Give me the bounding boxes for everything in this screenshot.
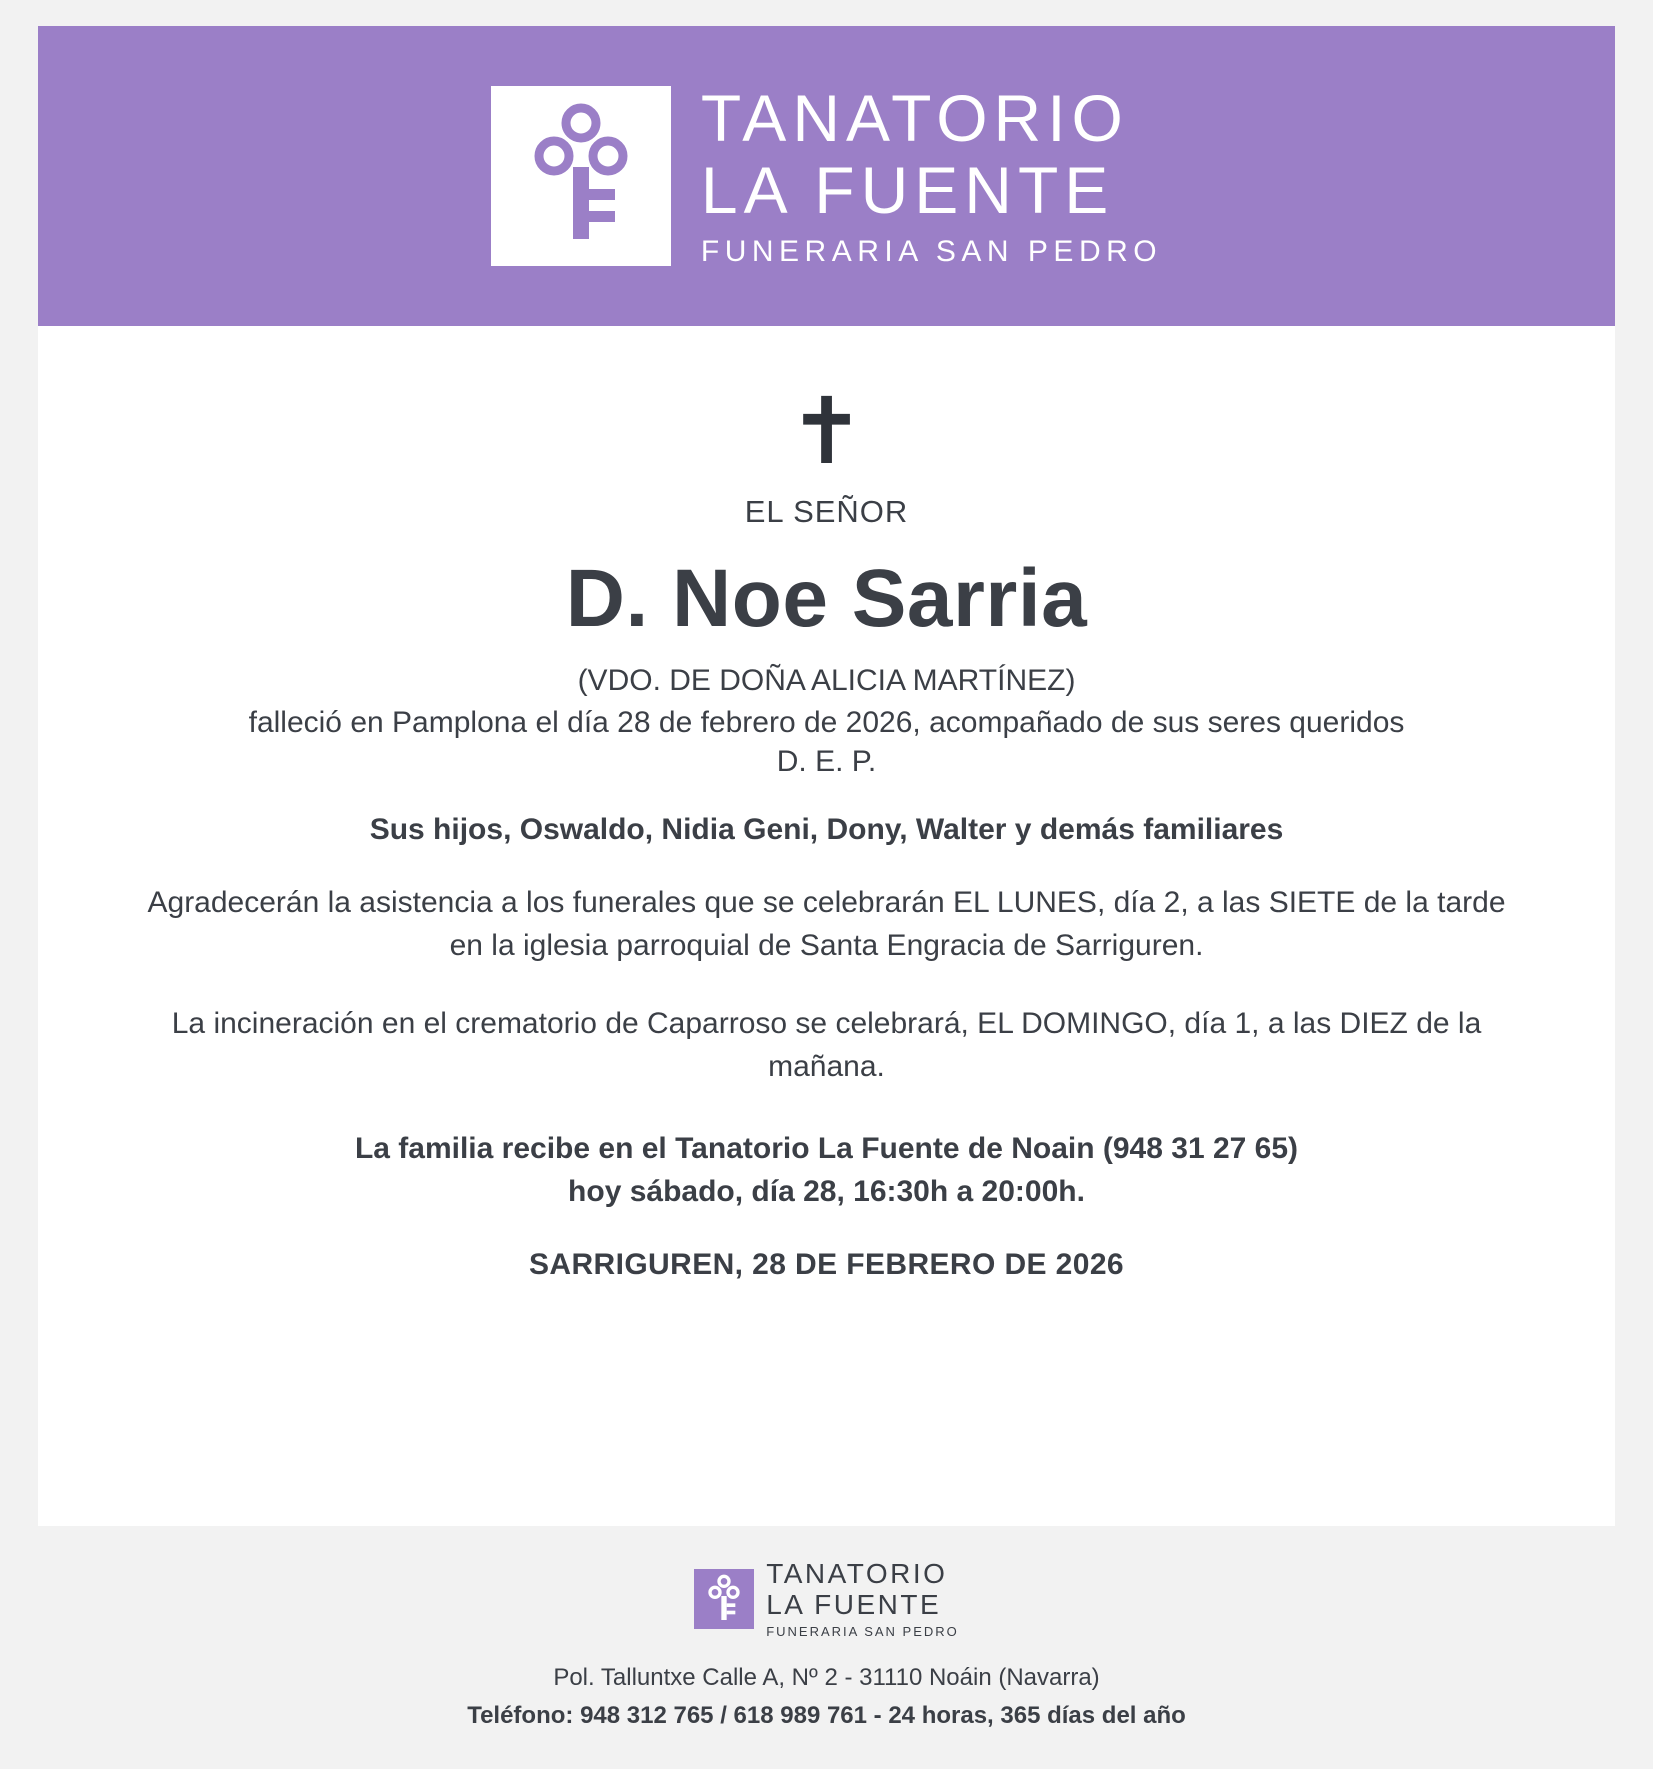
place-date-line: SARRIGUREN, 28 DE FEBRERO DE 2026 — [528, 1247, 1125, 1281]
deceased-name: D. Noe Sarria — [565, 553, 1088, 644]
footer-brand-line-2: LA FUENTE — [766, 1589, 942, 1620]
relation-line: (VDO. DE DOÑA ALICIA MARTÍNEZ) — [577, 664, 1076, 698]
header-band — [38, 26, 1615, 326]
dep-line: D. E. P. — [776, 744, 877, 778]
obituary-card — [38, 326, 1615, 1526]
death-line: falleció en Pamplona el día 28 de febrero de 2026, acompañado de sus seres queridos — [248, 706, 1405, 740]
key-icon — [694, 1569, 754, 1629]
cremation-paragraph: La incineración en el crematorio de Caparroso se celebrará, EL DOMINGO, día 1, a las DIEZ de la mañana. — [171, 1006, 1482, 1084]
brand-wordmark — [700, 81, 1163, 268]
footer-address: Pol. Talluntxe Calle A, Nº 2 - 31110 Noáin (Navarra) — [553, 1664, 1100, 1691]
footer — [38, 1526, 1615, 1730]
footer-logo — [694, 1560, 959, 1638]
brand-line-1: TANATORIO — [700, 81, 1129, 155]
brand-line-3: FUNERARIA SAN PEDRO — [700, 235, 1163, 268]
footer-phone: Teléfono: 948 312 765 / 618 989 761 - 24 horas, 365 días del año — [467, 1702, 1186, 1729]
reception-line-1: La familia recibe en el Tanatorio La Fuente de Noain (948 31 27 65) — [354, 1131, 1299, 1165]
footer-brand-line-1: TANATORIO — [766, 1558, 948, 1589]
funeral-paragraph: Agradecerán la asistencia a los funerales que se celebrarán EL LUNES, día 2, a las SIETE de la tarde en la iglesia parroquial de Santa Engracia de Sarriguren. — [147, 885, 1506, 963]
reception-line-2: hoy sábado, día 28, 16:30h a 20:00h. — [568, 1175, 1085, 1209]
brand-line-2: LA FUENTE — [700, 153, 1115, 227]
cross-icon: ✝ — [787, 381, 866, 483]
honorific-label: EL SEÑOR — [744, 494, 909, 529]
footer-brand-line-3: FUNERARIA SAN PEDRO — [766, 1624, 959, 1639]
reception-block — [133, 1127, 1520, 1214]
footer-wordmark — [766, 1560, 959, 1638]
family-line: Sus hijos, Oswaldo, Nidia Geni, Dony, Walter y demás familiares — [369, 812, 1284, 846]
brand-logo — [491, 81, 1163, 268]
key-icon — [491, 86, 671, 266]
